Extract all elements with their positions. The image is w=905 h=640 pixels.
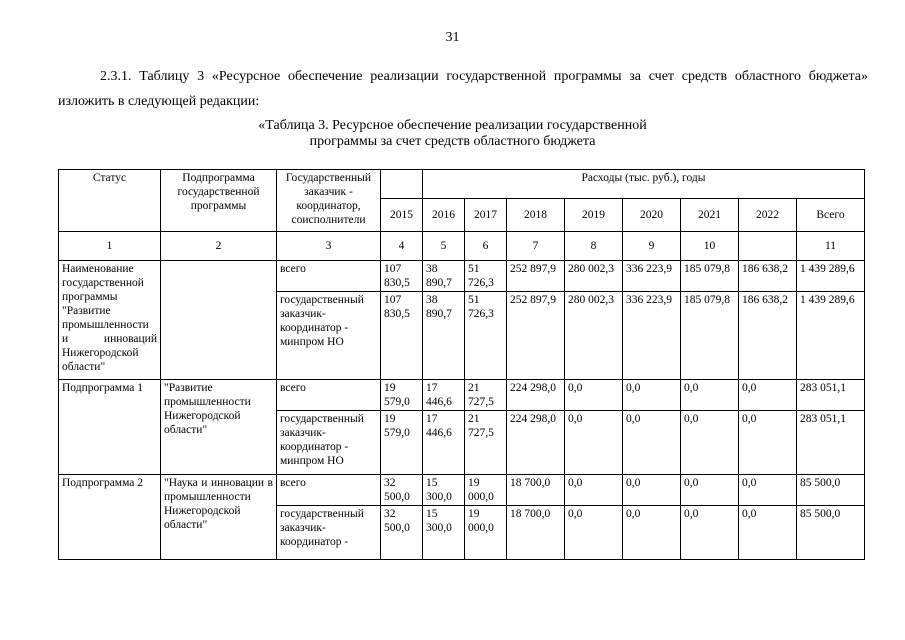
customer-cell: государственный заказчик-координатор - минпром НО xyxy=(277,411,381,475)
customer-cell: всего xyxy=(277,380,381,411)
column-number: 2 xyxy=(161,232,277,261)
value-cell: 0,0 xyxy=(565,411,623,475)
header-blank-cell xyxy=(381,170,423,199)
customer-cell: всего xyxy=(277,261,381,292)
header-subprogram: Подпрограмма государственной программы xyxy=(161,170,277,232)
column-number-row xyxy=(59,232,865,261)
value-cell: 19 579,0 xyxy=(381,411,423,475)
header-year: 2017 xyxy=(465,199,507,232)
value-cell: 0,0 xyxy=(565,380,623,411)
column-number: 7 xyxy=(507,232,565,261)
header-row-1 xyxy=(59,170,865,199)
value-cell: 252 897,9 xyxy=(507,261,565,292)
header-year: 2019 xyxy=(565,199,623,232)
value-cell: 252 897,9 xyxy=(507,292,565,380)
value-cell: 185 079,8 xyxy=(681,292,739,380)
header-customer: Государственный заказчик - координатор, соисполнители xyxy=(277,170,381,232)
value-cell: 185 079,8 xyxy=(681,261,739,292)
customer-cell: всего xyxy=(277,475,381,506)
table-row xyxy=(59,261,865,292)
value-cell: 0,0 xyxy=(739,411,797,475)
table-row xyxy=(59,475,865,506)
value-cell: 0,0 xyxy=(681,380,739,411)
value-cell: 51 726,3 xyxy=(465,261,507,292)
total-cell: 85 500,0 xyxy=(797,506,865,560)
value-cell: 186 638,2 xyxy=(739,292,797,380)
column-number: 1 xyxy=(59,232,161,261)
value-cell: 0,0 xyxy=(623,506,681,560)
subprogram-cell: "Наука и инновации в промышленности Нижегородской области" xyxy=(161,475,277,560)
value-cell: 32 500,0 xyxy=(381,506,423,560)
value-cell: 0,0 xyxy=(623,411,681,475)
header-year: 2021 xyxy=(681,199,739,232)
value-cell: 0,0 xyxy=(739,475,797,506)
value-cell: 107 830,5 xyxy=(381,261,423,292)
value-cell: 0,0 xyxy=(739,380,797,411)
value-cell: 280 002,3 xyxy=(565,261,623,292)
header-expenses: Расходы (тыс. руб.), годы xyxy=(423,170,865,199)
header-total: Всего xyxy=(797,199,865,232)
header-year: 2020 xyxy=(623,199,681,232)
value-cell: 38 890,7 xyxy=(423,292,465,380)
header-year: 2016 xyxy=(423,199,465,232)
total-cell: 85 500,0 xyxy=(797,475,865,506)
column-number: 8 xyxy=(565,232,623,261)
status-cell: Подпрограмма 2 xyxy=(59,475,161,560)
value-cell: 0,0 xyxy=(681,506,739,560)
value-cell: 336 223,9 xyxy=(623,292,681,380)
customer-cell: государственный заказчик-координатор - минпром НО xyxy=(277,292,381,380)
resource-table xyxy=(58,169,865,560)
value-cell: 19 000,0 xyxy=(465,506,507,560)
table-caption-line-2: программы за счет средств областного бюджета xyxy=(309,134,596,149)
value-cell: 21 727,5 xyxy=(465,411,507,475)
value-cell: 15 300,0 xyxy=(423,506,465,560)
value-cell: 336 223,9 xyxy=(623,261,681,292)
intro-paragraph: 2.3.1. Таблицу 3 «Ресурсное обеспечение реализации государственной программы за счет средств областного бюджета» изложить в следующей редакции: xyxy=(58,69,868,109)
table-row xyxy=(59,380,865,411)
value-cell: 224 298,0 xyxy=(507,380,565,411)
value-cell: 18 700,0 xyxy=(507,506,565,560)
total-cell: 283 051,1 xyxy=(797,411,865,475)
table-caption-line-1: «Таблица 3. Ресурсное обеспечение реализации государственной xyxy=(258,118,647,133)
header-status: Статус xyxy=(59,170,161,232)
value-cell: 186 638,2 xyxy=(739,261,797,292)
value-cell: 0,0 xyxy=(681,475,739,506)
column-number: 6 xyxy=(465,232,507,261)
value-cell: 107 830,5 xyxy=(381,292,423,380)
value-cell: 0,0 xyxy=(623,380,681,411)
column-number xyxy=(739,232,797,261)
value-cell: 32 500,0 xyxy=(381,475,423,506)
page-number: 31 xyxy=(445,30,460,45)
table-caption xyxy=(0,118,905,150)
total-cell: 283 051,1 xyxy=(797,380,865,411)
value-cell: 224 298,0 xyxy=(507,411,565,475)
customer-cell: государственный заказчик-координатор - xyxy=(277,506,381,560)
value-cell: 18 700,0 xyxy=(507,475,565,506)
value-cell: 0,0 xyxy=(739,506,797,560)
value-cell: 51 726,3 xyxy=(465,292,507,380)
value-cell: 0,0 xyxy=(565,506,623,560)
header-year: 2015 xyxy=(381,199,423,232)
header-year: 2018 xyxy=(507,199,565,232)
column-number: 3 xyxy=(277,232,381,261)
subprogram-cell xyxy=(161,261,277,380)
column-number: 9 xyxy=(623,232,681,261)
header-year: 2022 xyxy=(739,199,797,232)
value-cell: 17 446,6 xyxy=(423,380,465,411)
subprogram-cell: "Развитие промышленности Нижегородской области" xyxy=(161,380,277,475)
status-cell: Наименование государственной программы "Развитие промышленности и инноваций Нижегородской области" xyxy=(59,261,161,380)
value-cell: 19 579,0 xyxy=(381,380,423,411)
column-number: 11 xyxy=(797,232,865,261)
value-cell: 17 446,6 xyxy=(423,411,465,475)
column-number: 5 xyxy=(423,232,465,261)
status-cell: Подпрограмма 1 xyxy=(59,380,161,475)
value-cell: 280 002,3 xyxy=(565,292,623,380)
value-cell: 19 000,0 xyxy=(465,475,507,506)
value-cell: 38 890,7 xyxy=(423,261,465,292)
value-cell: 0,0 xyxy=(565,475,623,506)
column-number: 4 xyxy=(381,232,423,261)
value-cell: 15 300,0 xyxy=(423,475,465,506)
value-cell: 0,0 xyxy=(681,411,739,475)
total-cell: 1 439 289,6 xyxy=(797,292,865,380)
column-number: 10 xyxy=(681,232,739,261)
value-cell: 0,0 xyxy=(623,475,681,506)
total-cell: 1 439 289,6 xyxy=(797,261,865,292)
value-cell: 21 727,5 xyxy=(465,380,507,411)
